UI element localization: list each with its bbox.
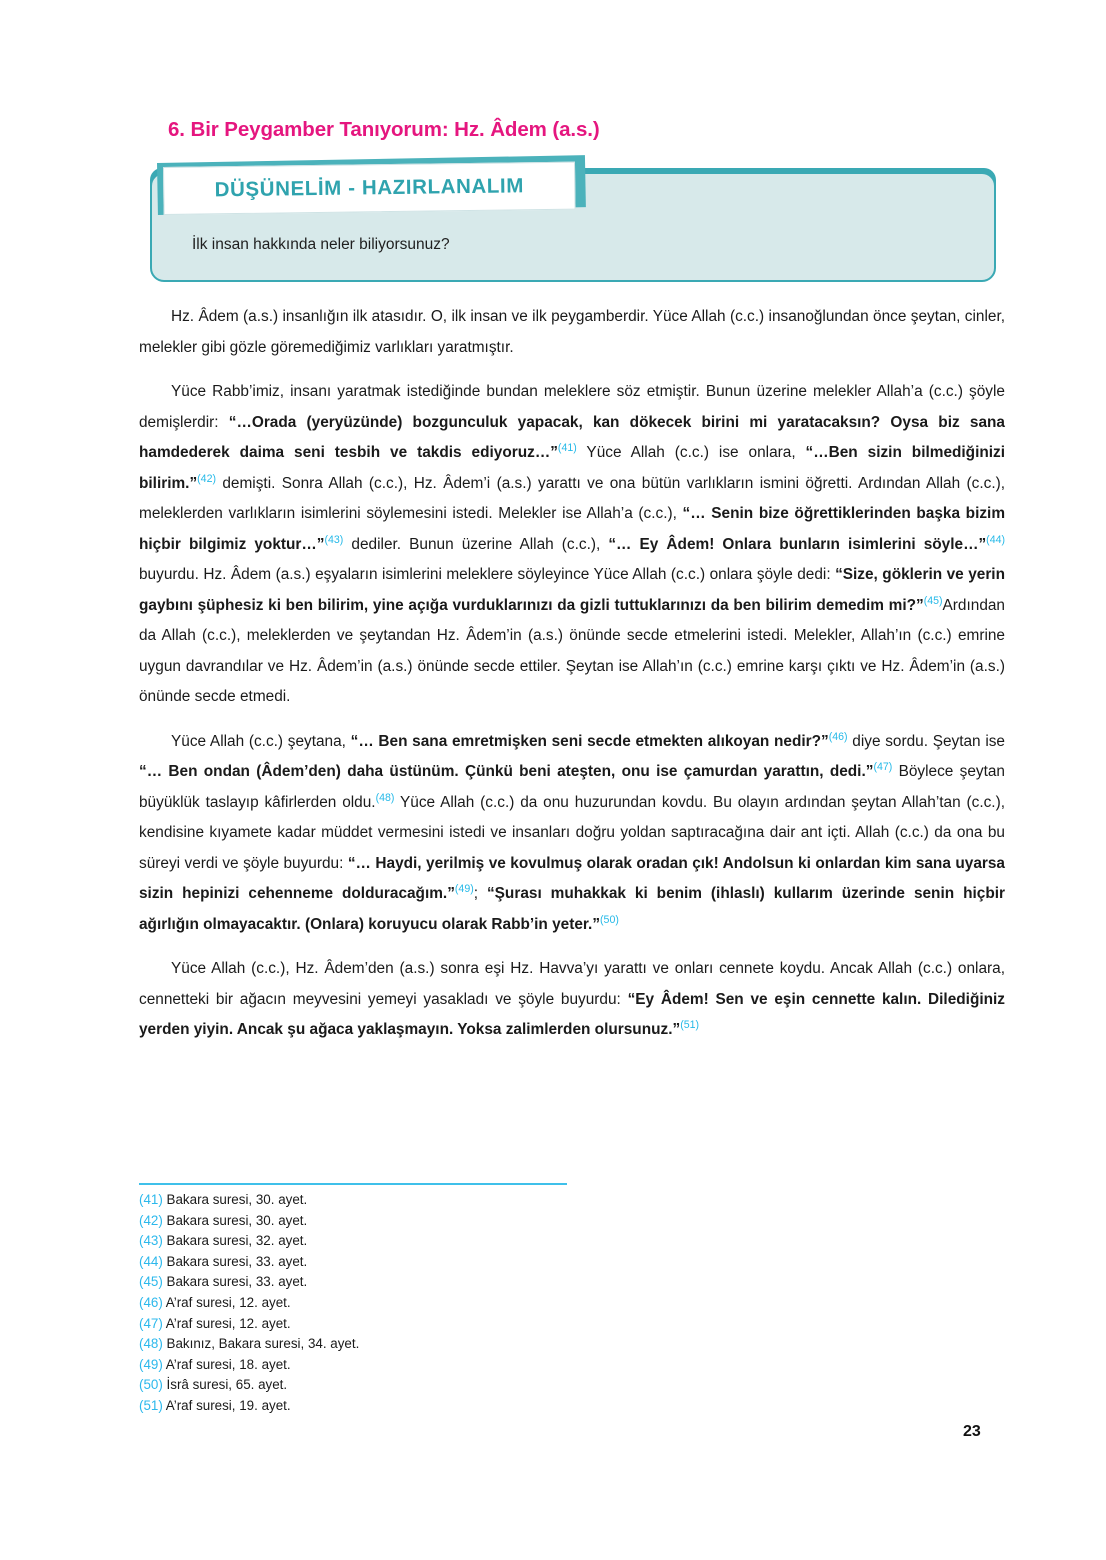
footnote-reference[interactable]: (44) <box>986 533 1006 546</box>
footnote-separator-rule <box>139 1183 567 1185</box>
footnote-item <box>139 1293 739 1314</box>
footnote-item <box>139 1211 739 1232</box>
footnote-list <box>139 1190 739 1417</box>
footnote-number: (41) <box>139 1192 163 1207</box>
footnote-reference[interactable]: (41) <box>557 441 577 454</box>
paragraph-text-run: Hz. Âdem (a.s.) insanlığın ilk atasıdır. O, ilk insan ve ilk peygamberdir. Yüce Allah (c.c.) insanoğlundan önce şeytan, cinler, melekler gibi gözle göremediğimiz varlıkları yaratmıştır. <box>139 308 1005 356</box>
quoted-verse-text: “Ey Âdem! Sen ve eşin cennette kalın. Dilediğiniz yerden yiyin. Ancak şu ağaca yaklaşmayın. Yoksa zalimlerden olursunuz.” <box>139 990 1005 1038</box>
quoted-verse-text: “… Haydi, yerilmiş ve kovulmuş olarak oradan çık! Andolsun ki onlardan kim sana uyarsa sizin hepinizi cehenneme dolduracağım.” <box>139 854 1005 902</box>
footnote-item <box>139 1334 739 1355</box>
footnote-item <box>139 1396 739 1417</box>
footnote-number: (48) <box>139 1336 163 1352</box>
body-paragraph <box>139 302 1005 363</box>
body-paragraph <box>139 727 1005 941</box>
paragraph-text-run: diye sordu. Şeytan ise <box>847 732 1005 750</box>
footnote-item <box>139 1231 739 1252</box>
footnote-item <box>139 1190 739 1211</box>
activity-tab-label: DÜŞÜNELİM - HAZIRLANALIM <box>214 174 525 202</box>
footnote-text: İsrâ suresi, 65. ayet. <box>162 1377 288 1393</box>
paragraph-text-run: Yüce Allah (c.c.) da onu huzurundan kovdu. Bu olayın ardından şeytan Allah’tan (c.c.), kendisine kıyamete kadar müddet vermesini istedi ve insanları doğru yoldan saptıracağına dair ant içti. Allah (c.c.) da ona bu süreyi verdi ve şöyle buyurdu: <box>139 793 1005 872</box>
footnote-number: (45) <box>139 1274 163 1290</box>
body-text-column <box>139 302 1005 1046</box>
quoted-verse-text: “Şurası muhakkak ki benim (ihlaslı) kullarım üzerinde senin hiçbir ağırlığın olmayacaktır. (Onlara) koruyucu olarak Rabb’in yeter.” <box>139 885 1005 933</box>
footnote-number: (43) <box>139 1233 163 1249</box>
body-paragraph <box>139 954 1005 1046</box>
footnote-item <box>139 1355 739 1376</box>
activity-tab <box>163 162 576 215</box>
footnote-item <box>139 1272 739 1293</box>
paragraph-text-run: ; <box>473 885 487 902</box>
paragraph-text-run: Ardından da Allah (c.c.), meleklerden ve şeytandan Hz. Âdem’in (a.s.) önünde secde etmelerini istedi. Melekler, Allah’ın (c.c.) emrine uygun davrandılar ve Hz. Âdem’in (a.s.) önünde secde ettiler. Şeytan ise Allah’ın (c.c.) emrine karşı çıktı ve Hz. Âdem’in (a.s.) önünde secde etmedi. <box>139 596 1005 705</box>
paragraph-text-run: Böylece şeytan büyüklük taslayıp kâfirlerden oldu. <box>139 763 1005 811</box>
footnote-number: (50) <box>139 1377 163 1393</box>
quoted-verse-text: “… Senin bize öğrettiklerinden başka bizim hiçbir bilgimiz yoktur…” <box>139 505 1006 553</box>
footnote-text: Bakara suresi, 33. ayet. <box>162 1274 308 1290</box>
footnote-text: Bakara suresi, 33. ayet. <box>162 1253 308 1269</box>
page-number: 23 <box>963 1423 981 1440</box>
footnote-reference[interactable]: (49) <box>454 882 474 895</box>
footnote-reference[interactable]: (43) <box>324 533 344 546</box>
footnote-text: Bakara suresi, 32. ayet. <box>162 1233 308 1249</box>
footnote-text: Bakınız, Bakara suresi, 34. ayet. <box>162 1336 360 1352</box>
footnote-number: (47) <box>139 1315 163 1331</box>
footnote-item <box>139 1375 739 1396</box>
footnote-number: (51) <box>139 1397 163 1413</box>
paragraph-text-run: demişti. Sonra Allah (c.c.), Hz. Âdem’i (a.s.) yarattı ve ona bütün varlıkların ismini öğretti. Ardından Allah (c.c.), meleklerden varlıkların isimlerini söylemesini istedi. Melekler ise Allah’a (c.c.), <box>139 474 1005 522</box>
footnote-reference[interactable]: (45) <box>923 594 943 607</box>
paragraph-text-run: buyurdu. Hz. Âdem (a.s.) eşyaların isimlerini meleklere söyleyince Yüce Allah (c.c.) onlara şöyle dedi: <box>139 566 836 583</box>
footnote-reference[interactable]: (47) <box>873 760 893 773</box>
quoted-verse-text: “… Ben sana emretmişken seni secde etmekten alıkoyan nedir?” <box>350 732 829 750</box>
page-title: 6. Bir Peygamber Tanıyorum: Hz. Âdem (a.s.) <box>168 117 600 141</box>
footnote-item <box>139 1252 739 1273</box>
footnote-reference[interactable]: (51) <box>680 1018 700 1031</box>
quoted-verse-text: “… Ben ondan (Âdem’den) daha üstünüm. Çünkü beni ateşten, onu ise çamurdan yarattın, dedi.” <box>139 763 874 780</box>
quoted-verse-text: “…Orada (yeryüzünde) bozgunculuk yapacak, kan dökecek birini mi yaratacaksın? Oysa biz sana hamdederek daima seni tesbih ve takdis ediyoruz…” <box>139 413 1005 461</box>
footnote-text: A’raf suresi, 19. ayet. <box>162 1397 291 1413</box>
body-paragraph <box>139 377 1005 713</box>
activity-question-text: İlk insan hakkında neler biliyorsunuz? <box>192 236 450 253</box>
footnote-text: A’raf suresi, 12. ayet. <box>162 1315 291 1331</box>
footnote-text: A’raf suresi, 18. ayet. <box>162 1356 291 1372</box>
footnote-number: (42) <box>139 1212 163 1228</box>
footnote-number: (44) <box>139 1253 163 1269</box>
paragraph-text-run: Yüce Rabb’imiz, insanı yaratmak istediğinde bundan meleklere söz etmiştir. Bunun üzerine melekler Allah’a (c.c.) şöyle demişlerdir: <box>139 383 1005 431</box>
paragraph-text-run: dediler. Bunun üzerine Allah (c.c.), <box>343 535 609 553</box>
paragraph-text-run: Yüce Allah (c.c.) ise onlara, <box>576 444 806 461</box>
footnote-number: (49) <box>139 1356 163 1372</box>
footnote-reference[interactable]: (42) <box>197 472 216 485</box>
quoted-verse-text: “Size, göklerin ve yerin gaybını şüphesiz ki ben bilirim, yine açığa vurduklarınızı da gizli tuttuklarınızı da ben bilirim demedim mi?” <box>139 566 1005 614</box>
footnote-reference[interactable]: (46) <box>828 730 848 743</box>
footnote-item <box>139 1314 739 1335</box>
footnote-number: (46) <box>139 1294 163 1310</box>
quoted-verse-text: “… Ey Âdem! Onlara bunların isimlerini söyle…” <box>608 535 987 553</box>
footnote-text: A’raf suresi, 12. ayet. <box>162 1294 291 1310</box>
footnote-reference[interactable]: (48) <box>375 791 395 804</box>
quoted-verse-text: “…Ben sizin bilmediğinizi bilirim.” <box>139 444 1006 492</box>
paragraph-text-run: Yüce Allah (c.c.), Hz. Âdem’den (a.s.) sonra eşi Hz. Havva’yı yarattı ve onları cennete koydu. Ancak Allah (c.c.) onlara, cennetteki bir ağacın meyvesini yemeyi yasakladı ve şöyle buyurdu: <box>139 960 1005 1008</box>
footnote-reference[interactable]: (50) <box>600 913 619 926</box>
footnote-text: Bakara suresi, 30. ayet. <box>162 1212 308 1228</box>
footnote-text: Bakara suresi, 30. ayet. <box>162 1192 308 1207</box>
paragraph-text-run: Yüce Allah (c.c.) şeytana, <box>171 732 351 750</box>
